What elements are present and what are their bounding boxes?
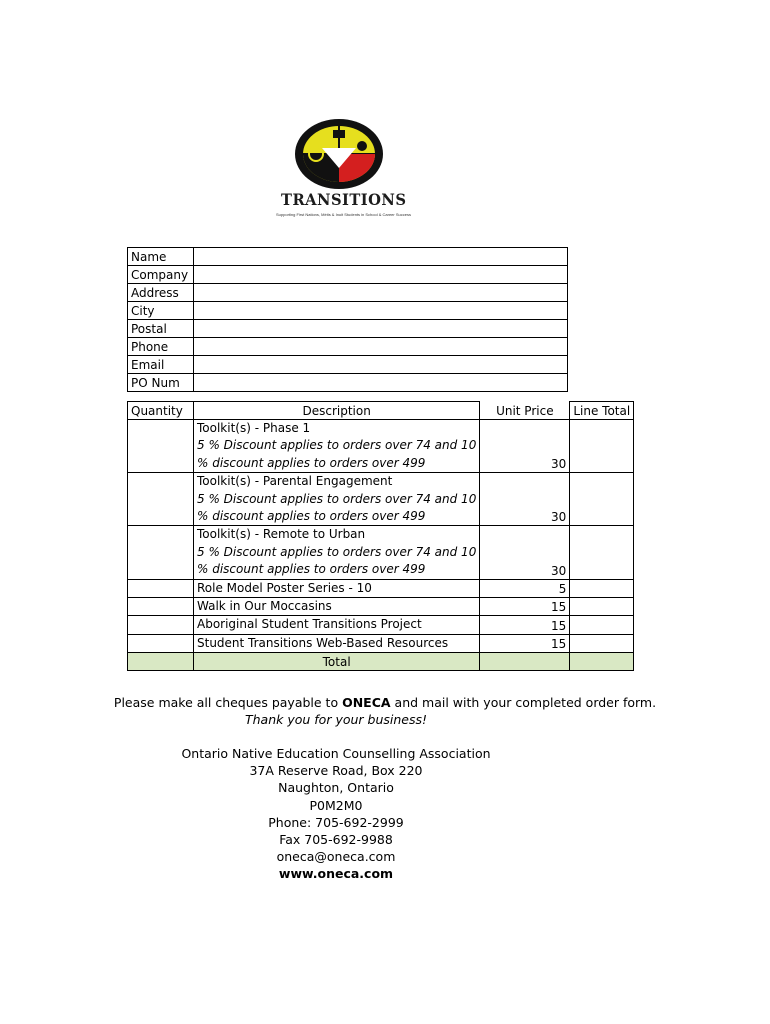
order-item-row bbox=[128, 616, 634, 634]
unit-price-cell: 5 bbox=[480, 579, 570, 597]
transitions-logo bbox=[276, 118, 411, 224]
payment-note bbox=[0, 694, 770, 711]
field-input[interactable] bbox=[194, 248, 568, 266]
item-name: Toolkit(s) - Parental Engagement bbox=[197, 474, 393, 489]
description-cell bbox=[194, 598, 480, 616]
website-link[interactable] bbox=[0, 865, 672, 882]
field-label: Email bbox=[128, 356, 194, 374]
payment-note-text-end: and mail with your completed order form. bbox=[390, 695, 657, 710]
website-text[interactable]: www.oneca.com bbox=[278, 866, 394, 882]
field-label: City bbox=[128, 302, 194, 320]
customer-field-row bbox=[128, 266, 568, 284]
customer-field-row bbox=[128, 302, 568, 320]
quantity-cell[interactable] bbox=[128, 616, 194, 634]
line-total-cell[interactable] bbox=[570, 420, 634, 473]
line-total-cell[interactable] bbox=[570, 634, 634, 652]
field-label: Name bbox=[128, 248, 194, 266]
discount-note: 5 % Discount applies to orders over 74 and 10 bbox=[197, 544, 477, 559]
thank-you-note bbox=[0, 711, 672, 728]
order-header-row bbox=[128, 402, 634, 420]
total-row bbox=[128, 653, 634, 671]
org-name: Ontario Native Education Counselling Association bbox=[181, 746, 491, 761]
unit-price-cell: 15 bbox=[480, 598, 570, 616]
line-total-cell[interactable] bbox=[570, 616, 634, 634]
medicine-wheel-emblem bbox=[276, 118, 402, 190]
payment-note-text: Please make all cheques payable to bbox=[113, 695, 343, 710]
order-item-row bbox=[128, 526, 634, 579]
field-input[interactable] bbox=[194, 374, 568, 392]
discount-note: 5 % Discount applies to orders over 74 and 10 bbox=[197, 491, 477, 506]
payee-name: ONECA bbox=[342, 695, 391, 710]
description-cell bbox=[194, 579, 480, 597]
description-cell bbox=[194, 526, 480, 579]
quantity-header: Quantity bbox=[128, 402, 194, 420]
field-input[interactable] bbox=[194, 266, 568, 284]
order-item-row bbox=[128, 634, 634, 652]
logo-tagline: Supporting First Nations, Métis & Inuit Students in School & Career Success bbox=[276, 212, 411, 217]
field-label: PO Num bbox=[128, 374, 194, 392]
customer-field-row bbox=[128, 320, 568, 338]
description-cell bbox=[194, 616, 480, 634]
line-total-cell[interactable] bbox=[570, 473, 634, 526]
order-table bbox=[127, 401, 634, 671]
description-cell bbox=[194, 634, 480, 652]
description-cell bbox=[194, 420, 480, 473]
item-name: Role Model Poster Series - 10 bbox=[197, 580, 372, 595]
quantity-cell[interactable] bbox=[128, 473, 194, 526]
total-qty-cell bbox=[128, 653, 194, 671]
discount-note: % discount applies to orders over 499 bbox=[197, 455, 426, 470]
discount-note: % discount applies to orders over 499 bbox=[197, 562, 426, 577]
line-total-cell[interactable] bbox=[570, 526, 634, 579]
item-name: Toolkit(s) - Remote to Urban bbox=[197, 527, 366, 542]
logo-title: TRANSITIONS bbox=[281, 190, 407, 209]
line-total-header: Line Total bbox=[570, 402, 634, 420]
description-cell bbox=[194, 473, 480, 526]
field-input[interactable] bbox=[194, 356, 568, 374]
unit-price-header: Unit Price bbox=[496, 404, 554, 418]
contact-block bbox=[0, 745, 672, 883]
item-name: Walk in Our Moccasins bbox=[197, 599, 332, 614]
order-item-row bbox=[128, 473, 634, 526]
item-name: Toolkit(s) - Phase 1 bbox=[197, 421, 311, 435]
description-header: Description bbox=[194, 402, 480, 420]
city-province: Naughton, Ontario bbox=[278, 780, 394, 796]
customer-info-table bbox=[127, 247, 568, 392]
order-item-row bbox=[128, 420, 634, 473]
unit-price-cell: 30 bbox=[480, 473, 570, 526]
field-label: Postal bbox=[128, 320, 194, 338]
item-name: Student Transitions Web-Based Resources bbox=[197, 635, 449, 650]
field-input[interactable] bbox=[194, 320, 568, 338]
line-total-cell[interactable] bbox=[570, 598, 634, 616]
customer-field-row bbox=[128, 284, 568, 302]
item-name: Aboriginal Student Transitions Project bbox=[197, 617, 422, 632]
field-input[interactable] bbox=[194, 284, 568, 302]
discount-note: 5 % Discount applies to orders over 74 and 10 bbox=[197, 438, 477, 453]
customer-field-row bbox=[128, 356, 568, 374]
unit-price-cell: 15 bbox=[480, 634, 570, 652]
unit-price-cell: 30 bbox=[480, 526, 570, 579]
line-total-cell[interactable] bbox=[570, 579, 634, 597]
order-item-row bbox=[128, 598, 634, 616]
quantity-cell[interactable] bbox=[128, 598, 194, 616]
postal-code: P0M2M0 bbox=[309, 797, 363, 813]
quantity-cell[interactable] bbox=[128, 526, 194, 579]
quantity-cell[interactable] bbox=[128, 420, 194, 473]
fax-number: Fax 705-692-9988 bbox=[279, 832, 393, 848]
total-price-cell bbox=[480, 653, 570, 671]
phone-number: Phone: 705-692-2999 bbox=[268, 814, 404, 830]
customer-field-row bbox=[128, 248, 568, 266]
customer-field-row bbox=[128, 338, 568, 356]
thank-you-text: Thank you for your business! bbox=[244, 712, 428, 727]
customer-field-row bbox=[128, 374, 568, 392]
grand-total-cell[interactable] bbox=[570, 653, 634, 671]
field-label: Phone bbox=[128, 338, 194, 356]
discount-note: % discount applies to orders over 499 bbox=[197, 509, 426, 524]
total-label: Total bbox=[194, 653, 480, 671]
field-label: Company bbox=[128, 266, 194, 284]
unit-price-cell: 15 bbox=[480, 616, 570, 634]
order-item-row bbox=[128, 579, 634, 597]
field-input[interactable] bbox=[194, 302, 568, 320]
quantity-cell[interactable] bbox=[128, 634, 194, 652]
street-address: 37A Reserve Road, Box 220 bbox=[249, 763, 423, 779]
field-label: Address bbox=[128, 284, 194, 302]
quantity-cell[interactable] bbox=[128, 579, 194, 597]
email-address[interactable]: oneca@oneca.com bbox=[276, 849, 396, 865]
unit-price-cell: 30 bbox=[480, 420, 570, 473]
field-input[interactable] bbox=[194, 338, 568, 356]
